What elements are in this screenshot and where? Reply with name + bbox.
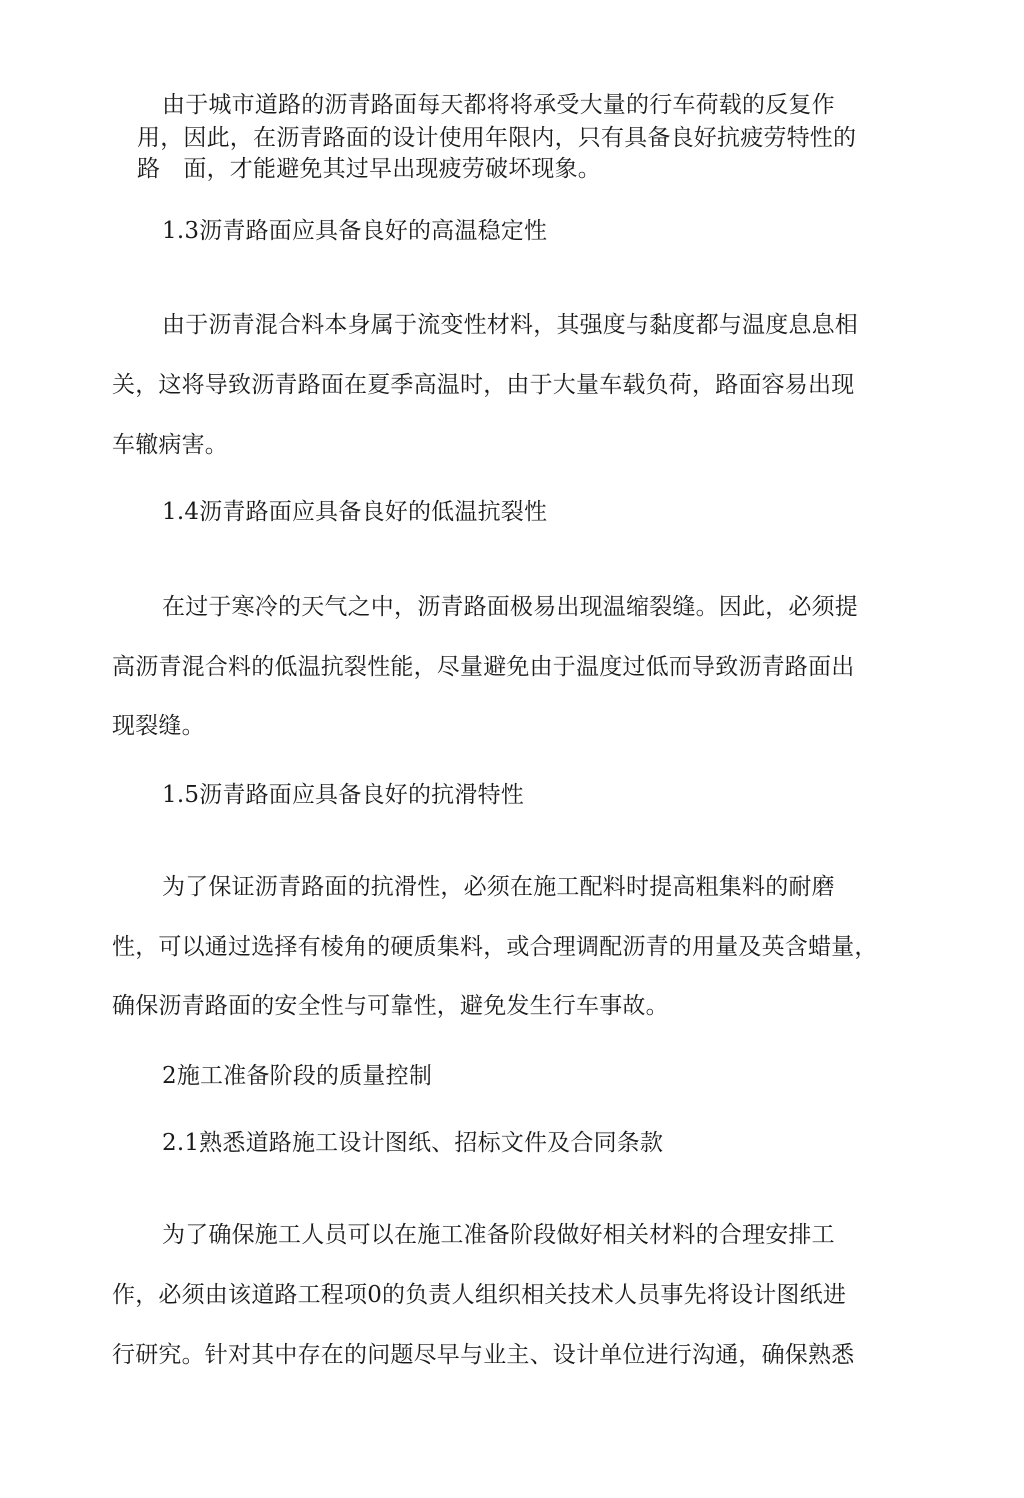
paragraph-3-line-2: 高沥青混合料的低温抗裂性能，尽量避免由于温度过低而导致沥青路面出 [112, 654, 855, 680]
paragraph-1-line-3: 路 面，才能避免其过早出现疲劳破坏现象。 [137, 156, 601, 182]
paragraph-3-line-3: 现裂缝。 [112, 713, 205, 739]
paragraph-5-line-3: 行研究。针对其中存在的问题尽早与业主、设计单位进行沟通，确保熟悉 [112, 1342, 855, 1368]
paragraph-4-line-2: 性，可以通过选择有棱角的硬质集料，或合理调配沥青的用量及英含蜡量， [112, 934, 878, 960]
paragraph-1-line-2: 用，因此，在沥青路面的设计使用年限内，只有具备良好抗疲劳特性的 [137, 125, 857, 151]
paragraph-2-line-3: 车辙病害。 [112, 432, 228, 458]
paragraph-2-line-2: 关，这将导致沥青路面在夏季高温时，由于大量车载负荷，路面容易出现 [112, 372, 855, 398]
section-heading-1-5: 1.5沥青路面应具备良好的抗滑特性 [162, 782, 524, 808]
paragraph-2-line-1: 由于沥青混合料本身属于流变性材料，其强度与黏度都与温度息息相 [162, 312, 858, 338]
section-heading-2: 2施工准备阶段的质量控制 [162, 1063, 433, 1089]
section-heading-1-3: 1.3沥青路面应具备良好的高温稳定性 [162, 218, 548, 244]
paragraph-4-line-1: 为了保证沥青路面的抗滑性，必须在施工配料时提高粗集料的耐磨 [162, 874, 835, 900]
section-heading-2-1: 2.1熟悉道路施工设计图纸、招标文件及合同条款 [162, 1130, 664, 1156]
paragraph-3-line-1: 在过于寒冷的天气之中，沥青路面极易出现温缩裂缝。因此，必须提 [162, 594, 858, 620]
paragraph-5-line-2: 作，必须由该道路工程项0的负责人组织相关技术人员事先将设计图纸进 [112, 1282, 847, 1308]
paragraph-4-line-3: 确保沥青路面的安全性与可靠性，避免发生行车事故。 [112, 993, 669, 1019]
section-heading-1-4: 1.4沥青路面应具备良好的低温抗裂性 [162, 499, 548, 525]
paragraph-5-line-1: 为了确保施工人员可以在施工准备阶段做好相关材料的合理安排工 [162, 1222, 835, 1248]
paragraph-1-line-1: 由于城市道路的沥青路面每天都将将承受大量的行车荷载的反复作 [162, 92, 835, 118]
